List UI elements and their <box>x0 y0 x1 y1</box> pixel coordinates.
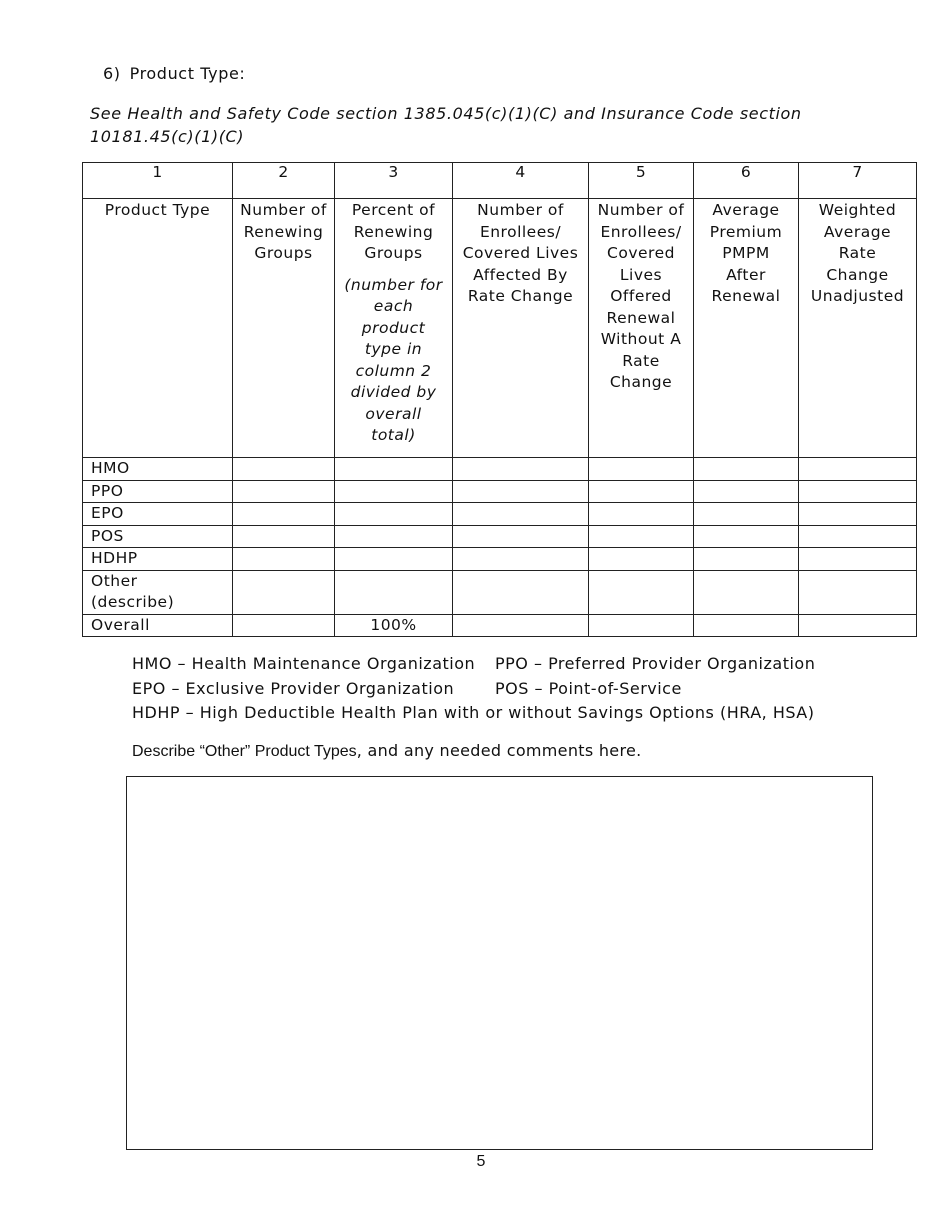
cell[interactable] <box>589 525 694 548</box>
column-header-row <box>83 199 917 458</box>
cell[interactable] <box>799 503 917 526</box>
cell[interactable] <box>799 548 917 571</box>
cell[interactable] <box>589 458 694 481</box>
cell[interactable] <box>233 458 335 481</box>
column-number: 7 <box>799 163 917 199</box>
header-percent-label: Percent of Renewing Groups <box>351 201 436 262</box>
cell[interactable] <box>233 614 335 637</box>
cell[interactable] <box>694 480 799 503</box>
cell[interactable] <box>335 503 453 526</box>
column-number: 5 <box>589 163 694 199</box>
cell[interactable] <box>799 458 917 481</box>
describe-label: Describe “Other” Product Types <box>132 743 357 760</box>
describe-label-rest: , and any needed comments here. <box>356 741 642 760</box>
page-number: 5 <box>476 1153 486 1170</box>
cell[interactable] <box>589 548 694 571</box>
row-label: POS <box>83 525 233 548</box>
cell[interactable] <box>589 614 694 637</box>
legend-hdhp: HDHP – High Deductible Health Plan with or without Savings Options (HRA, HSA) <box>132 703 815 722</box>
describe-instruction <box>132 741 642 761</box>
cell[interactable] <box>694 570 799 614</box>
cell[interactable] <box>694 614 799 637</box>
legend-pos: POS – Point-of-Service <box>495 678 682 698</box>
cell[interactable] <box>335 548 453 571</box>
header-enrollees-no-change: Number of Enrollees/ Covered Lives Offered Renewal Without A Rate Change <box>589 199 694 458</box>
section-heading <box>103 64 245 83</box>
legend-epo: EPO – Exclusive Provider Organization <box>132 678 455 698</box>
cell[interactable] <box>589 570 694 614</box>
cell[interactable] <box>453 548 589 571</box>
cell[interactable] <box>233 480 335 503</box>
cell[interactable] <box>589 480 694 503</box>
column-number: 6 <box>694 163 799 199</box>
cell[interactable] <box>233 503 335 526</box>
table-row <box>83 570 917 614</box>
row-label: HDHP <box>83 548 233 571</box>
header-weighted-rate-change: Weighted Average Rate Change Unadjusted <box>799 199 917 458</box>
cell[interactable] <box>799 614 917 637</box>
header-percent-renewing <box>335 199 453 458</box>
cell[interactable] <box>453 570 589 614</box>
cell[interactable] <box>453 503 589 526</box>
product-type-table <box>82 162 917 637</box>
cell[interactable] <box>799 570 917 614</box>
cell[interactable] <box>335 480 453 503</box>
comments-textbox[interactable] <box>126 776 873 1150</box>
cell[interactable] <box>694 525 799 548</box>
table-row <box>83 458 917 481</box>
cell[interactable] <box>453 458 589 481</box>
header-enrollees-affected: Number of Enrollees/ Covered Lives Affected By Rate Change <box>453 199 589 458</box>
cell[interactable] <box>335 458 453 481</box>
header-average-premium: Average Premium PMPM After Renewal <box>694 199 799 458</box>
cell[interactable] <box>233 525 335 548</box>
row-label: Overall <box>83 614 233 637</box>
cell[interactable] <box>233 570 335 614</box>
cell[interactable] <box>799 480 917 503</box>
cell[interactable] <box>233 548 335 571</box>
column-number: 3 <box>335 163 453 199</box>
table-row <box>83 548 917 571</box>
header-product-type: Product Type <box>83 199 233 458</box>
table-row <box>83 480 917 503</box>
table-row <box>83 503 917 526</box>
row-label: EPO <box>83 503 233 526</box>
cell[interactable] <box>694 503 799 526</box>
cell[interactable] <box>453 480 589 503</box>
section-number: 6) <box>103 64 121 83</box>
cell[interactable] <box>335 570 453 614</box>
cell[interactable] <box>453 614 589 637</box>
legend-hmo: HMO – Health Maintenance Organization <box>132 654 476 673</box>
code-citation: See Health and Safety Code section 1385.045(c)(1)(C) and Insurance Code section 10181.45(c)(1)(C) <box>90 104 802 146</box>
cell[interactable] <box>335 525 453 548</box>
cell[interactable] <box>799 525 917 548</box>
cell[interactable] <box>694 458 799 481</box>
column-number: 2 <box>233 163 335 199</box>
abbreviation-legend <box>132 652 815 726</box>
row-label: Other (describe) <box>83 570 233 614</box>
cell[interactable] <box>589 503 694 526</box>
header-renewing-groups: Number of Renewing Groups <box>233 199 335 458</box>
column-number: 4 <box>453 163 589 199</box>
row-label: HMO <box>83 458 233 481</box>
table-row <box>83 525 917 548</box>
column-number-row <box>83 163 917 199</box>
overall-percent: 100% <box>335 614 453 637</box>
section-title: Product Type: <box>129 64 246 83</box>
header-percent-note: (number for each product type in column 2 divided by overall total) <box>344 275 443 444</box>
cell[interactable] <box>694 548 799 571</box>
table-row-overall <box>83 614 917 637</box>
cell[interactable] <box>453 525 589 548</box>
legend-ppo: PPO – Preferred Provider Organization <box>495 654 816 673</box>
column-number: 1 <box>83 163 233 199</box>
row-label: PPO <box>83 480 233 503</box>
